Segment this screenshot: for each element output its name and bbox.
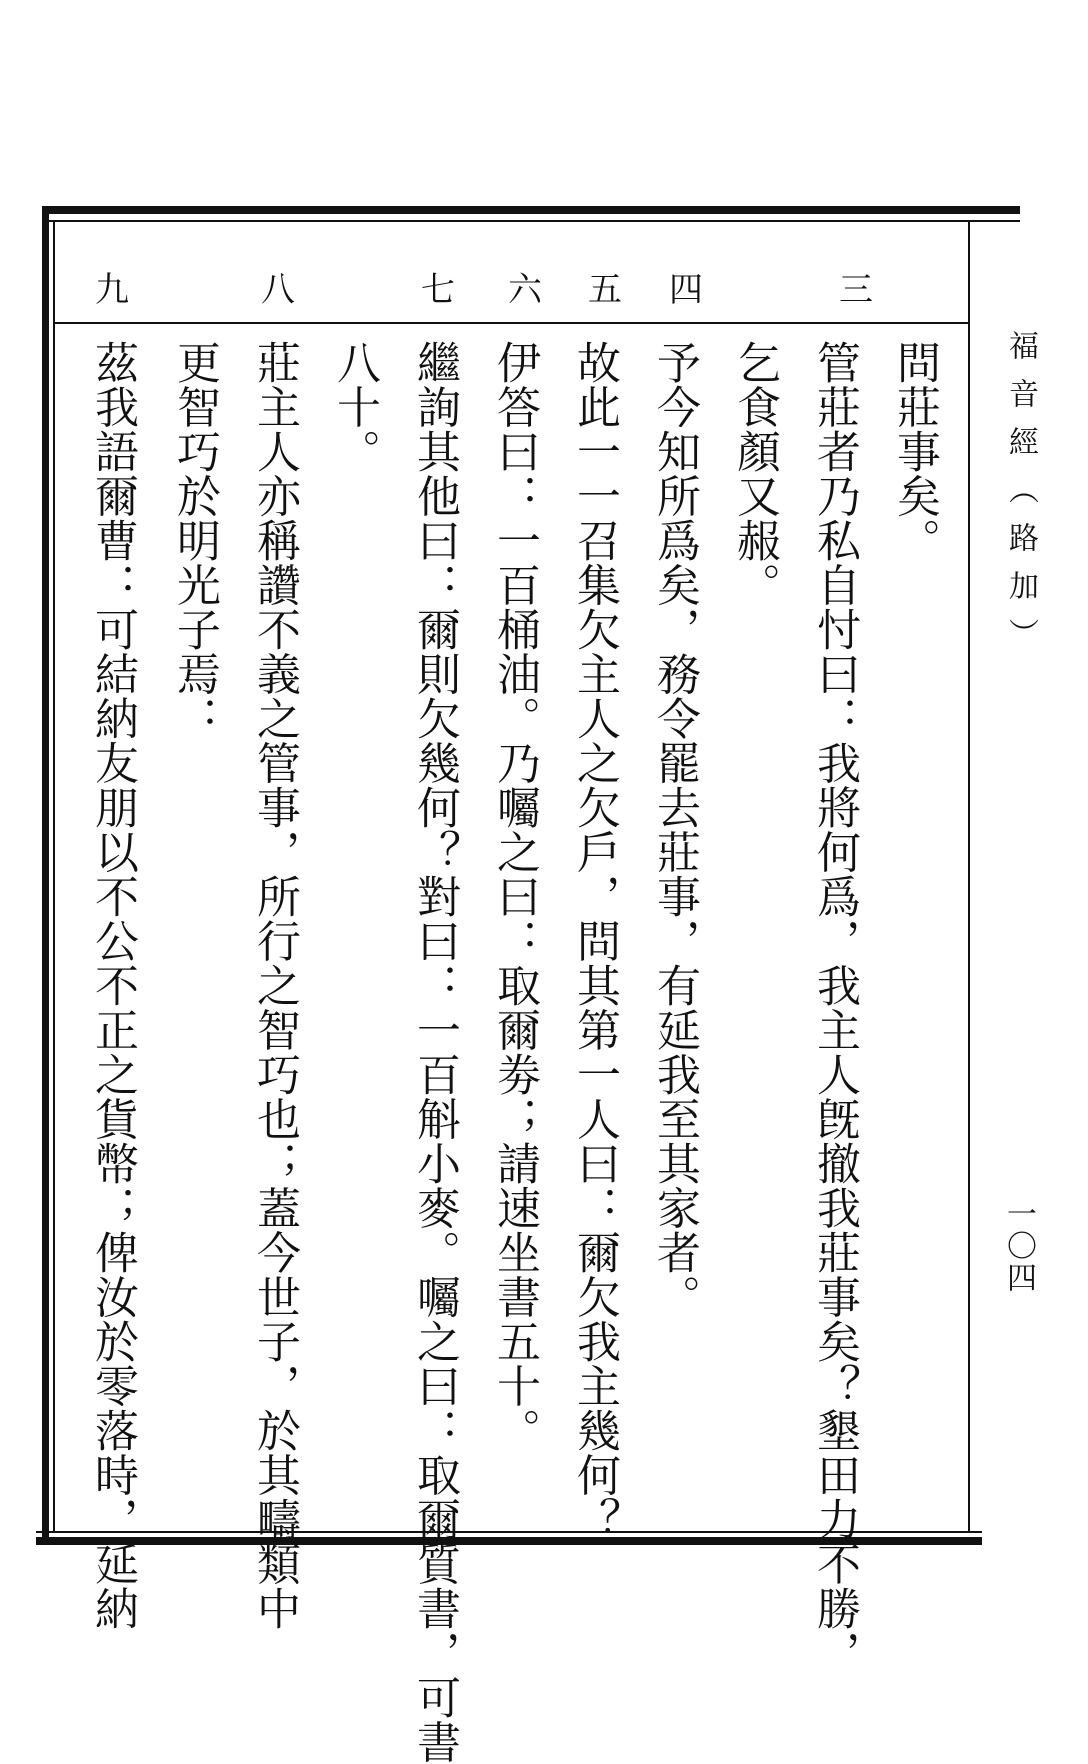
verse-number-6: 六 xyxy=(508,270,542,310)
right-border xyxy=(968,220,970,1533)
top-border-thin xyxy=(44,220,1020,222)
left-border-thick xyxy=(42,206,49,1545)
verse-number-4: 四 xyxy=(669,270,703,310)
page-number: 一〇四 xyxy=(1001,1198,1036,1294)
text-column-6: 伊答曰：一百桶油。乃囑之曰：取爾劵；請速坐書五十。 xyxy=(489,340,540,1453)
verse-number-7: 七 xyxy=(421,270,455,310)
verse-number-3: 三 xyxy=(839,270,873,310)
verse-number-9: 九 xyxy=(95,270,129,310)
left-border-thin xyxy=(53,220,55,1533)
text-column-7: 繼詢其他曰：爾則欠幾何？對曰：一百斛小麥。囑之曰：取爾質書，可書 xyxy=(409,340,460,1764)
verse-number-divider xyxy=(53,322,970,324)
text-column-4: 予今知所爲矣，務令罷去莊事，有延我至其家者。 xyxy=(649,340,700,1319)
text-column-11: 茲我語爾曹：可結納友朋以不公不正之貨幣；俾汝於零落時，延納 xyxy=(87,340,138,1631)
running-head: 福音經（路加） xyxy=(1003,330,1038,666)
text-column-9: 莊主人亦稱讚不義之管事，所行之智巧也；蓋今世子，於其疇類中 xyxy=(249,340,300,1631)
text-column-3: 乞食顏又赧。 xyxy=(729,340,780,607)
text-column-1: 問莊事矣。 xyxy=(889,340,940,563)
text-column-8: 八十。 xyxy=(329,340,380,474)
verse-number-8: 八 xyxy=(261,270,295,310)
text-column-2: 管莊者乃私自忖曰：我將何爲，我主人旣撤我莊事矣？墾田力不勝， xyxy=(809,340,860,1675)
top-border-thick xyxy=(44,206,1020,214)
text-column-5: 故此一一召集欠主人之欠戶，問其第一人曰：爾欠我主幾何？ xyxy=(569,340,620,1542)
text-column-10: 更智巧於明光子焉： xyxy=(169,340,220,741)
verse-number-5: 五 xyxy=(588,270,622,310)
